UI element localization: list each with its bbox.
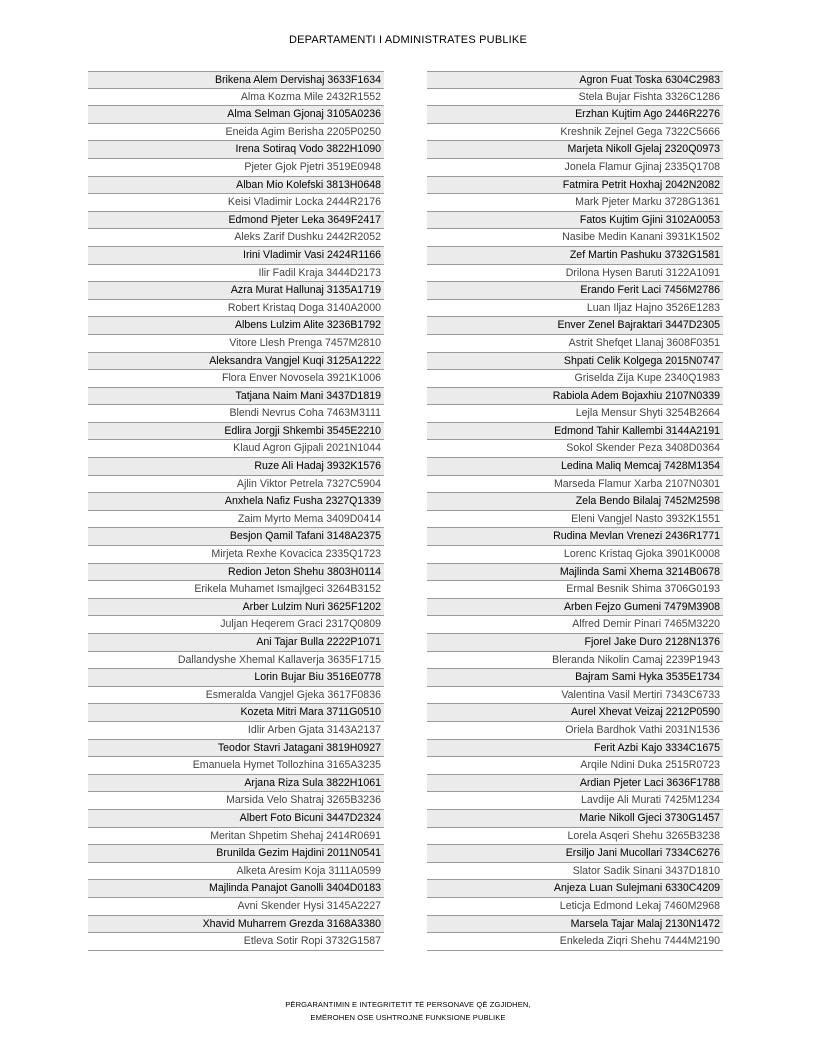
list-item: Rudina Mevlan Vrenezi 2436R1771: [427, 528, 723, 546]
list-item: Etleva Sotir Ropi 3732G1587: [88, 933, 384, 951]
list-item: Slator Sadik Sinani 3437D1810: [427, 863, 723, 881]
list-item: Eleni Vangjel Nasto 3932K1551: [427, 511, 723, 529]
list-item: Anjeza Luan Sulejmani 6330C4209: [427, 880, 723, 898]
list-item: Arber Lulzim Nuri 3625F1202: [88, 599, 384, 617]
list-item: Sokol Skender Peza 3408D0364: [427, 440, 723, 458]
list-item: Fatos Kujtim Gjini 3102A0053: [427, 212, 723, 230]
list-item: Besjon Qamil Tafani 3148A2375: [88, 528, 384, 546]
list-item: Ersiljo Jani Mucollari 7334C6276: [427, 845, 723, 863]
list-item: Redion Jeton Shehu 3803H0114: [88, 564, 384, 582]
list-item: Edlira Jorgji Shkembi 3545E2210: [88, 423, 384, 441]
list-item: Griselda Zija Kupe 2340Q1983: [427, 370, 723, 388]
left-name-list: [88, 71, 384, 951]
list-item: Eneida Agim Berisha 2205P0250: [88, 124, 384, 142]
list-item: Alma Selman Gjonaj 3105A0236: [88, 106, 384, 124]
list-item: Drilona Hysen Baruti 3122A1091: [427, 265, 723, 283]
list-item: Esmeralda Vangjel Gjeka 3617F0836: [88, 687, 384, 705]
list-item: Albens Lulzim Alite 3236B1792: [88, 317, 384, 335]
list-item: Shpati Celik Kolgega 2015N0747: [427, 353, 723, 371]
list-item: Mirjeta Rexhe Kovacica 2335Q1723: [88, 546, 384, 564]
list-item: Avni Skender Hysi 3145A2227: [88, 898, 384, 916]
list-item: Fatmira Petrit Hoxhaj 2042N2082: [427, 177, 723, 195]
list-item: Tatjana Naim Mani 3437D1819: [88, 388, 384, 406]
list-item: Xhavid Muharrem Grezda 3168A3380: [88, 916, 384, 934]
list-item: Erzhan Kujtim Ago 2446R2276: [427, 106, 723, 124]
list-item: Irena Sotiraq Vodo 3822H1090: [88, 141, 384, 159]
list-item: Anxhela Nafiz Fusha 2327Q1339: [88, 493, 384, 511]
list-item: Zaim Myrto Mema 3409D0414: [88, 511, 384, 529]
list-item: Marjeta Nikoll Gjelaj 2320Q0973: [427, 141, 723, 159]
list-item: Ledina Maliq Memcaj 7428M1354: [427, 458, 723, 476]
footer-line-1: PËRGARANTIMIN E INTEGRITETIT TË PERSONAVE QË ZGJIDHEN,: [285, 1000, 531, 1009]
list-item: Keisi Vladimir Locka 2444R2176: [88, 194, 384, 212]
list-item: Marie Nikoll Gjeci 3730G1457: [427, 810, 723, 828]
list-item: Arben Fejzo Gumeni 7479M3908: [427, 599, 723, 617]
list-item: Stela Bujar Fishta 3326C1286: [427, 89, 723, 107]
list-item: Oriela Bardhok Vathi 2031N1536: [427, 722, 723, 740]
list-item: Ferit Azbi Kajo 3334C1675: [427, 740, 723, 758]
list-item: Edmond Tahir Kallembi 3144A2191: [427, 423, 723, 441]
list-item: Majlinda Panajot Ganolli 3404D0183: [88, 880, 384, 898]
list-item: Brikena Alem Dervishaj 3633F1634: [88, 71, 384, 89]
list-item: Teodor Stavri Jatagani 3819H0927: [88, 740, 384, 758]
list-item: Emanuela Hymet Tollozhina 3165A3235: [88, 757, 384, 775]
list-item: Agron Fuat Toska 6304C2983: [427, 71, 723, 89]
list-item: Ruze Ali Hadaj 3932K1576: [88, 458, 384, 476]
list-item: Astrit Shefqet Llanaj 3608F0351: [427, 335, 723, 353]
list-item: Alban Mio Kolefski 3813H0648: [88, 177, 384, 195]
list-item: Bleranda Nikolin Camaj 2239P1943: [427, 652, 723, 670]
list-item: Lavdije Ali Murati 7425M1234: [427, 792, 723, 810]
list-item: Dallandyshe Xhemal Kallaverja 3635F1715: [88, 652, 384, 670]
list-item: Ilir Fadil Kraja 3444D2173: [88, 265, 384, 283]
list-item: Edmond Pjeter Leka 3649F2417: [88, 212, 384, 230]
list-item: Alketa Aresim Koja 3111A0599: [88, 863, 384, 881]
list-item: Luan Iljaz Hajno 3526E1283: [427, 300, 723, 318]
list-item: Jonela Flamur Gjinaj 2335Q1708: [427, 159, 723, 177]
list-item: Marseda Flamur Xarba 2107N0301: [427, 476, 723, 494]
list-item: Ermal Besnik Shima 3706G0193: [427, 581, 723, 599]
list-item: Lorenc Kristaq Gjoka 3901K0008: [427, 546, 723, 564]
list-item: Marsida Velo Shatraj 3265B3236: [88, 792, 384, 810]
list-item: Arjana Riza Sula 3822H1061: [88, 775, 384, 793]
list-item: Zef Martin Pashuku 3732G1581: [427, 247, 723, 265]
list-item: Mark Pjeter Marku 3728G1361: [427, 194, 723, 212]
list-item: Arqile Ndini Duka 2515R0723: [427, 757, 723, 775]
list-item: Nasibe Medin Kanani 3931K1502: [427, 229, 723, 247]
list-item: Vitore Llesh Prenga 7457M2810: [88, 335, 384, 353]
list-item: Alma Kozma Mile 2432R1552: [88, 89, 384, 107]
list-item: Enver Zenel Bajraktari 3447D2305: [427, 317, 723, 335]
list-item: Rabiola Adem Bojaxhiu 2107N0339: [427, 388, 723, 406]
page-title: DEPARTAMENTI I ADMINISTRATES PUBLIKE: [288, 34, 528, 46]
list-item: Ardian Pjeter Laci 3636F1788: [427, 775, 723, 793]
list-item: Erando Ferit Laci 7456M2786: [427, 282, 723, 300]
list-item: Pjeter Gjok Pjetri 3519E0948: [88, 159, 384, 177]
list-item: Flora Enver Novosela 3921K1006: [88, 370, 384, 388]
list-item: Lorela Asqeri Shehu 3265B3238: [427, 828, 723, 846]
footer-line-2: EMËROHEN OSE USHTROJNË FUNKSIONE PUBLIKE: [310, 1013, 506, 1022]
list-item: Kreshnik Zejnel Gega 7322C5666: [427, 124, 723, 142]
list-item: Enkeleda Ziqri Shehu 7444M2190: [427, 933, 723, 951]
list-item: Ajlin Viktor Petrela 7327C5904: [88, 476, 384, 494]
list-item: Fjorel Jake Duro 2128N1376: [427, 634, 723, 652]
list-item: Leticja Edmond Lekaj 7460M2968: [427, 898, 723, 916]
list-item: Valentina Vasil Mertiri 7343C6733: [427, 687, 723, 705]
list-item: Blendi Nevrus Coha 7463M3111: [88, 405, 384, 423]
list-item: Irini Vladimir Vasi 2424R1166: [88, 247, 384, 265]
list-item: Idlir Arben Gjata 3143A2137: [88, 722, 384, 740]
list-item: Robert Kristaq Doga 3140A2000: [88, 300, 384, 318]
list-item: Erikela Muhamet Ismajlgeci 3264B3152: [88, 581, 384, 599]
list-item: Aurel Xhevat Veizaj 2212P0590: [427, 704, 723, 722]
list-item: Albert Foto Bicuni 3447D2324: [88, 810, 384, 828]
list-item: Brunilda Gezim Hajdini 2011N0541: [88, 845, 384, 863]
list-item: Marsela Tajar Malaj 2130N1472: [427, 916, 723, 934]
list-item: Aleks Zarif Dushku 2442R2052: [88, 229, 384, 247]
list-item: Azra Murat Hallunaj 3135A1719: [88, 282, 384, 300]
list-item: Juljan Heqerem Graci 2317Q0809: [88, 616, 384, 634]
list-item: Majlinda Sami Xhema 3214B0678: [427, 564, 723, 582]
list-item: Klaud Agron Gjipali 2021N1044: [88, 440, 384, 458]
list-item: Bajram Sami Hyka 3535E1734: [427, 669, 723, 687]
list-item: Lorin Bujar Biu 3516E0778: [88, 669, 384, 687]
right-name-list: [427, 71, 723, 951]
list-item: Meritan Shpetim Shehaj 2414R0691: [88, 828, 384, 846]
list-item: Lejla Mensur Shyti 3254B2664: [427, 405, 723, 423]
list-item: Aleksandra Vangjel Kuqi 3125A1222: [88, 353, 384, 371]
list-item: Alfred Demir Pinari 7465M3220: [427, 616, 723, 634]
list-item: Kozeta Mitri Mara 3711G0510: [88, 704, 384, 722]
footer: [0, 998, 816, 1024]
list-item: Ani Tajar Bulla 2222P1071: [88, 634, 384, 652]
list-item: Zela Bendo Bilalaj 7452M2598: [427, 493, 723, 511]
